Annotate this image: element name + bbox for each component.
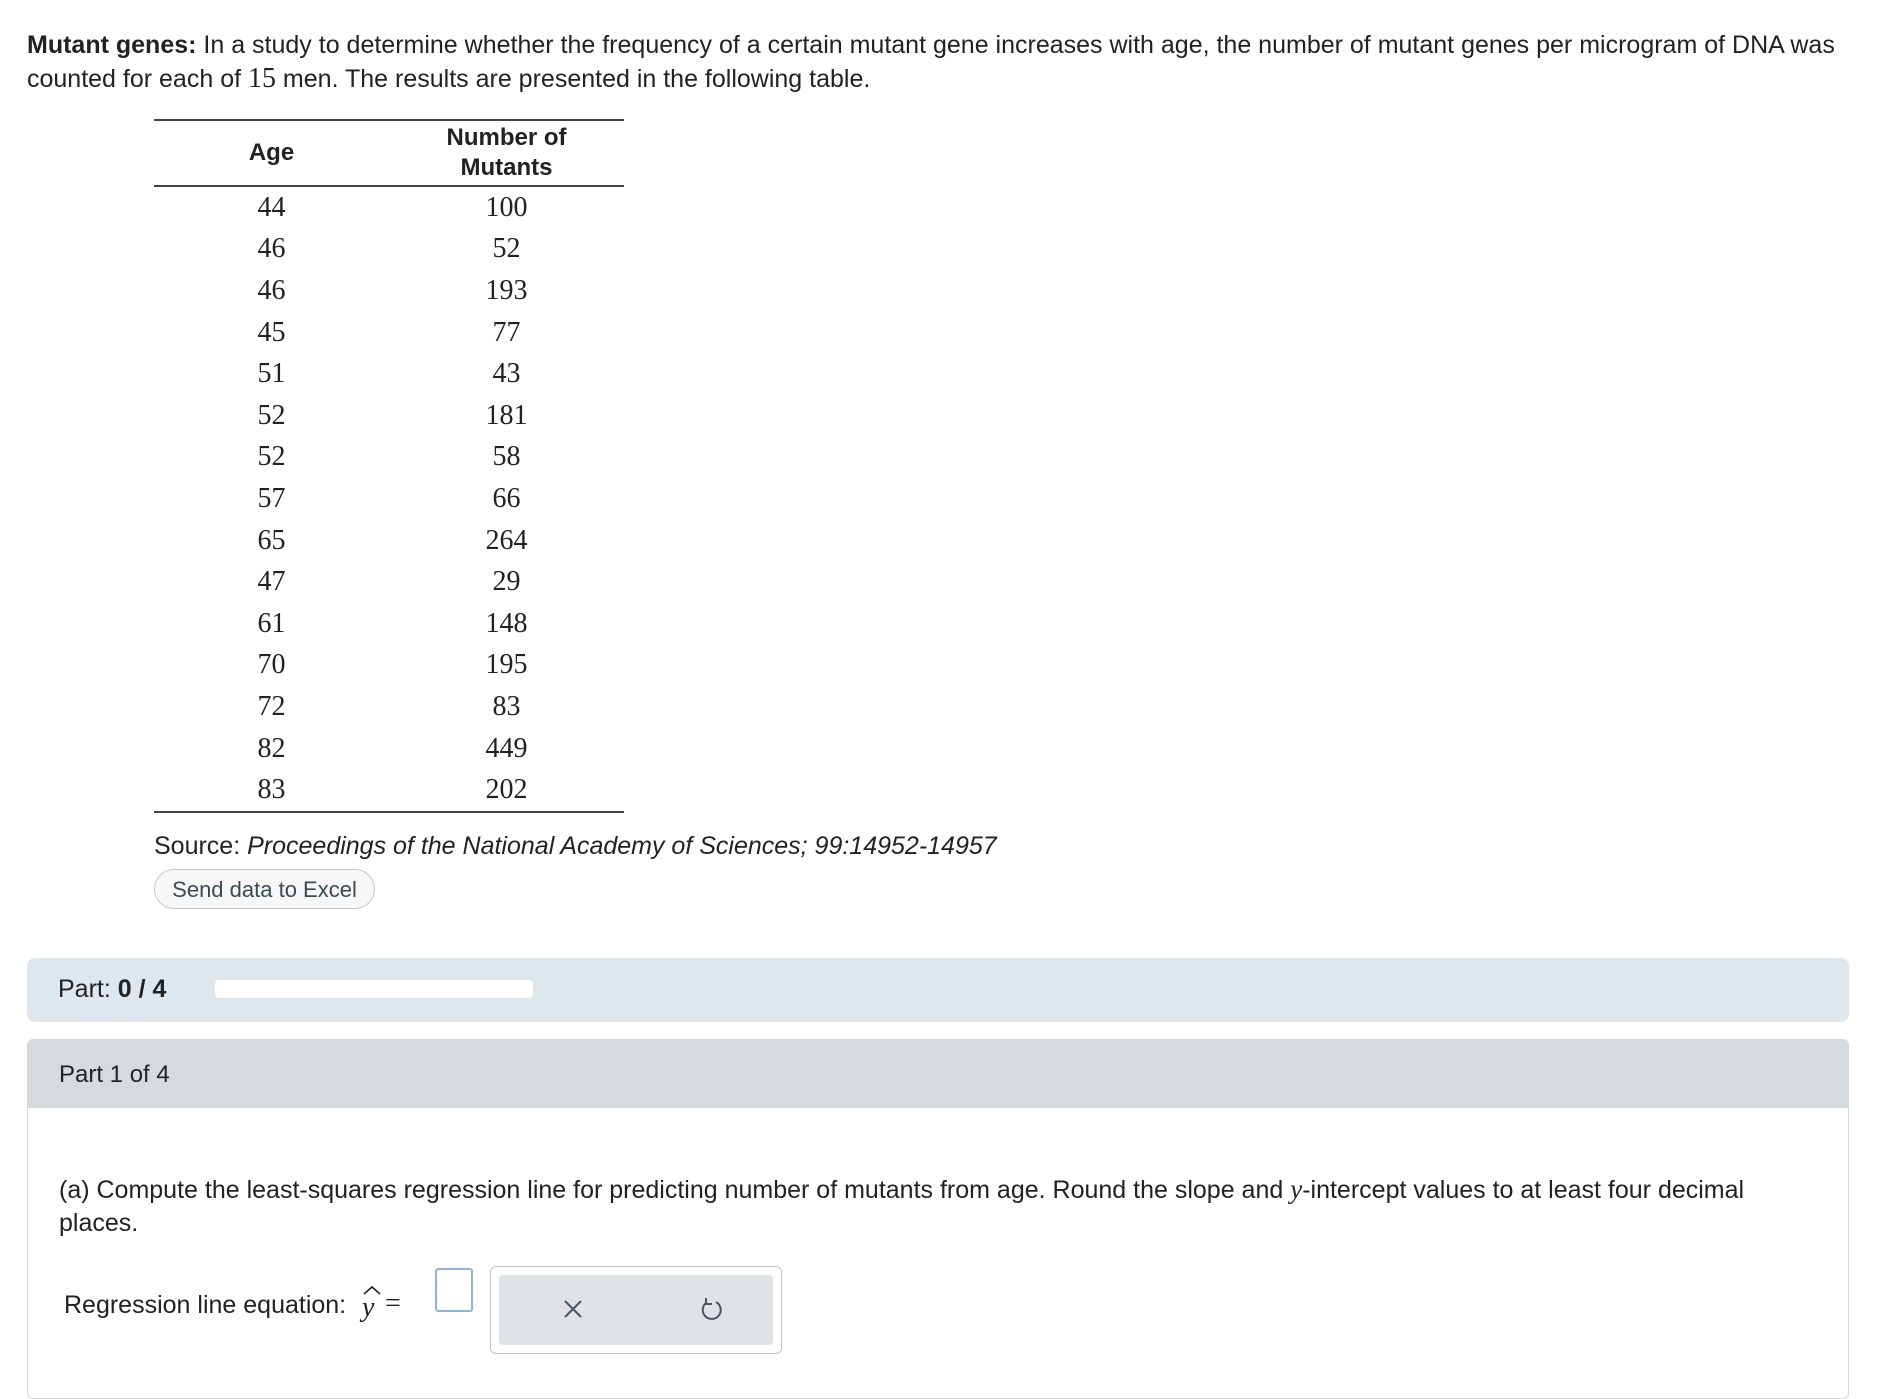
- undo-icon: [697, 1295, 725, 1328]
- part-progress-label: Part: 0 / 4: [58, 975, 167, 1003]
- close-icon: [561, 1297, 585, 1326]
- table-row: [154, 520, 624, 562]
- table-row: [154, 686, 624, 728]
- problem-title: Mutant genes:: [27, 31, 197, 59]
- progress-track: [215, 980, 533, 998]
- age-cell: 51: [257, 358, 286, 390]
- age-cell: 61: [257, 607, 286, 639]
- table-row: [154, 270, 624, 312]
- table-row: [154, 645, 624, 687]
- table-row: [154, 728, 624, 770]
- age-cell: 83: [257, 774, 286, 806]
- part-title: Part 1 of 4: [59, 1061, 170, 1088]
- source-line: [154, 832, 997, 861]
- table-row: [154, 186, 624, 229]
- age-cell: 70: [257, 649, 286, 681]
- table-row: [154, 353, 624, 395]
- intro-text-2: men. The results are presented in the following table.: [275, 65, 871, 93]
- mutants-cell: 66: [492, 482, 521, 514]
- send-to-excel-button[interactable]: Send data to Excel: [154, 869, 375, 909]
- y-hat-symbol: [359, 1276, 381, 1326]
- question-variable: y: [1290, 1174, 1303, 1204]
- table-row: [154, 561, 624, 603]
- y-symbol: y: [362, 1292, 375, 1323]
- mutants-cell: 148: [485, 607, 528, 639]
- age-cell: 52: [257, 441, 286, 473]
- question-text: (a) Compute the least-squares regression line for predicting number of mutants from age. Round the slope and y-intercept values to at least four decimal places.: [59, 1174, 1745, 1237]
- intro-count: 15: [247, 63, 276, 94]
- mutants-cell: 77: [492, 316, 521, 348]
- table-row: [154, 395, 624, 437]
- answer-tools: [490, 1266, 782, 1354]
- regression-answer-input[interactable]: [435, 1268, 473, 1312]
- table-row: [154, 437, 624, 479]
- undo-button[interactable]: [689, 1289, 733, 1333]
- age-cell: 47: [257, 566, 286, 598]
- problem-intro: [27, 28, 1867, 96]
- header-mutants: Number of Mutants: [446, 124, 567, 181]
- table-row: [154, 312, 624, 354]
- table-header-row: [154, 120, 624, 186]
- age-cell: 65: [257, 524, 286, 556]
- mutants-cell: 264: [485, 524, 528, 556]
- mutants-cell: 52: [492, 233, 521, 265]
- mutants-cell: 83: [492, 690, 521, 722]
- mutants-cell: 449: [485, 732, 528, 764]
- age-cell: 72: [257, 690, 286, 722]
- age-cell: 46: [257, 274, 286, 306]
- answer-label: Regression line equation:: [64, 1291, 347, 1319]
- answer-tools-inner: [499, 1275, 773, 1345]
- mutants-cell: 193: [485, 274, 528, 306]
- mutants-cell: 29: [492, 566, 521, 598]
- age-cell: 82: [257, 732, 286, 764]
- source-label: Source:: [154, 832, 248, 860]
- part-progress-bar: [27, 958, 1849, 1022]
- mutants-cell: 195: [485, 649, 528, 681]
- intro-text-1: In a study to determine whether the frequency of a certain mutant gene increases with age, the number of mutant genes per microgram of DNA was counted for each of: [27, 31, 1835, 93]
- age-cell: 44: [257, 191, 286, 223]
- mutants-cell: 43: [492, 358, 521, 390]
- part-progress-count: 0 / 4: [117, 975, 167, 1003]
- mutants-cell: 202: [485, 774, 528, 806]
- mutants-cell: 181: [485, 399, 528, 431]
- table-row: [154, 603, 624, 645]
- part-panel: [27, 1039, 1849, 1399]
- clear-button[interactable]: [551, 1289, 595, 1333]
- data-table: [154, 119, 624, 813]
- age-cell: 45: [257, 316, 286, 348]
- source-citation: Proceedings of the National Academy of Sciences; 99:14952-14957: [247, 832, 997, 860]
- equals-sign: =: [385, 1288, 401, 1319]
- age-cell: 57: [257, 482, 286, 514]
- table-row: [154, 769, 624, 812]
- age-cell: 52: [257, 399, 286, 431]
- table-row: [154, 229, 624, 271]
- mutants-cell: 58: [492, 441, 521, 473]
- age-cell: 46: [257, 233, 286, 265]
- part-header: [28, 1040, 1848, 1108]
- header-age: Age: [248, 139, 295, 166]
- mutants-cell: 100: [485, 191, 528, 223]
- table-row: [154, 478, 624, 520]
